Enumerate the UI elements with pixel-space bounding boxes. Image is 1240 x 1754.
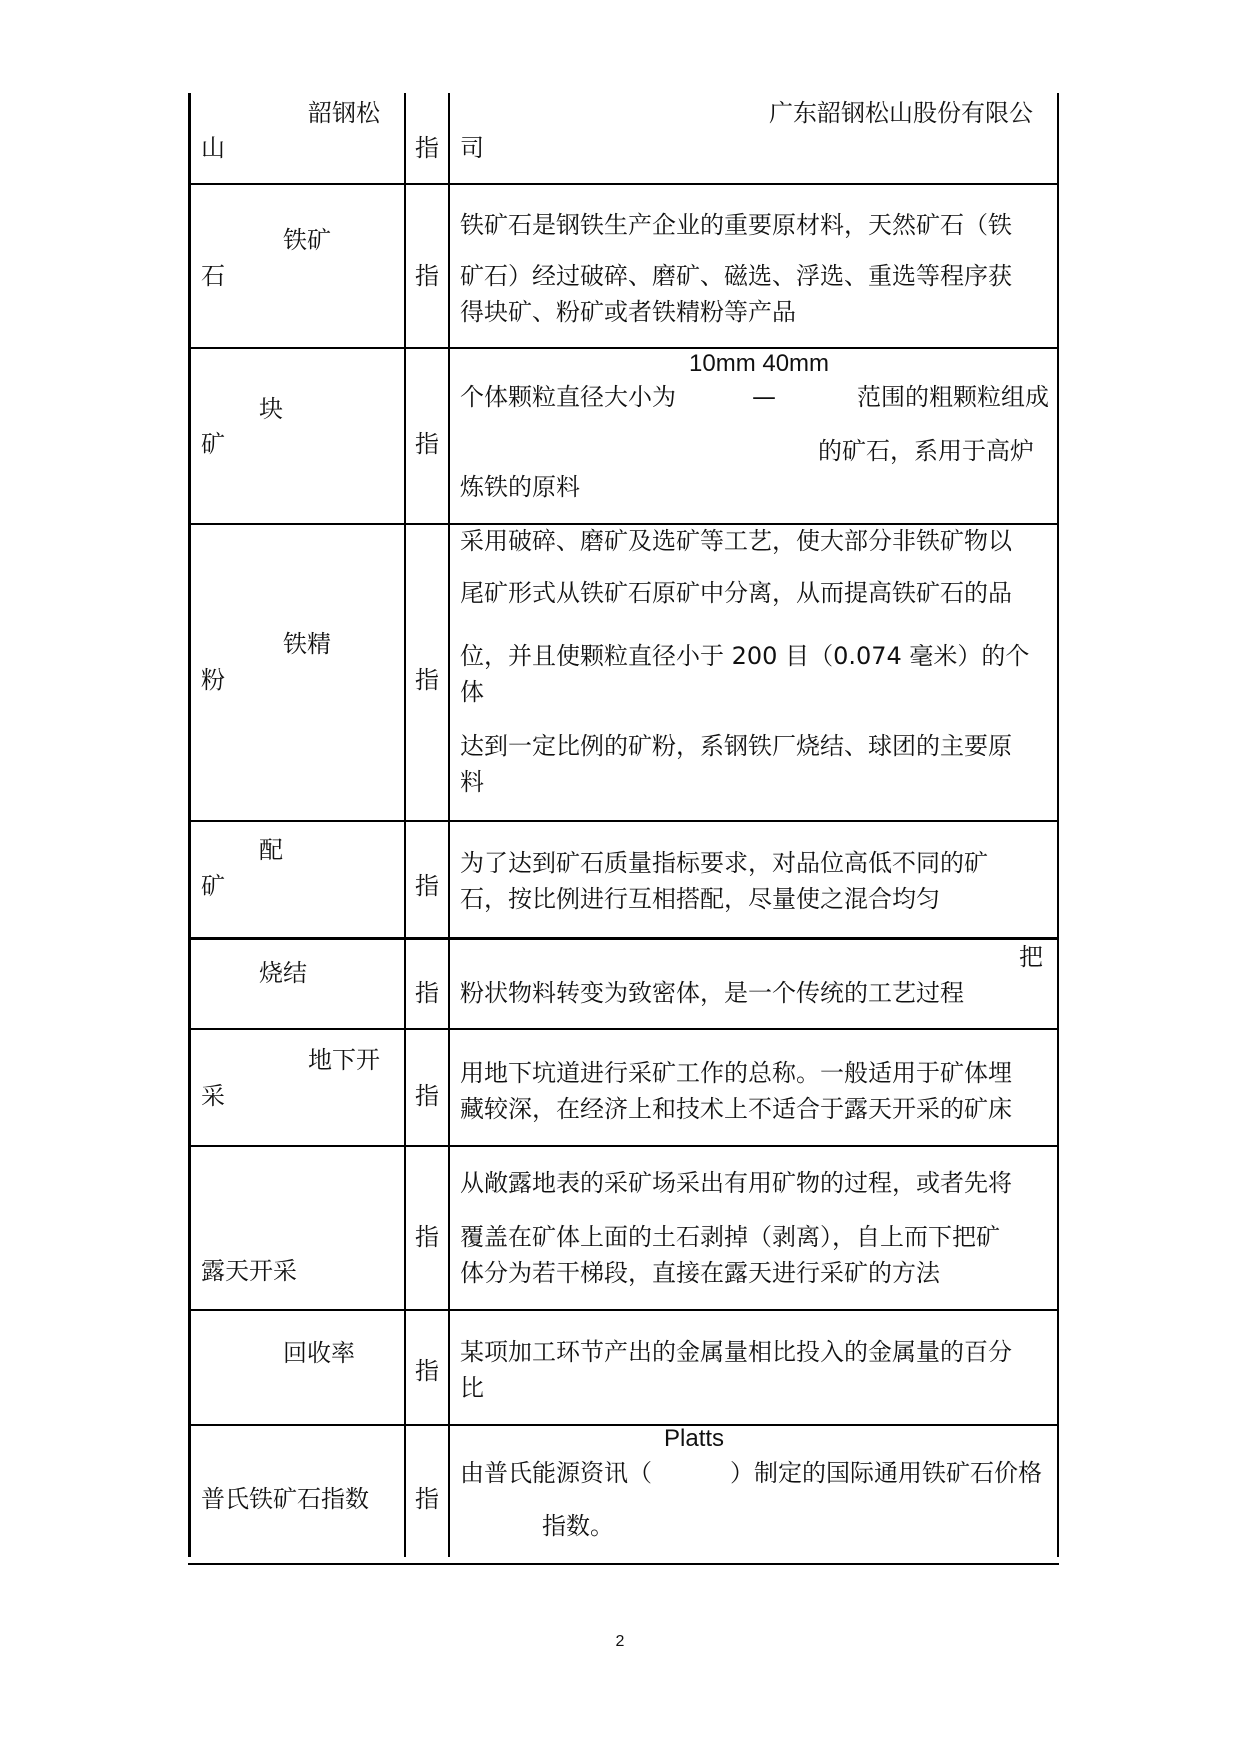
definition-text: 体分为若干梯段，直接在露天进行采矿的方法 — [460, 1259, 940, 1287]
definition-text: ）制定的国际通用铁矿石价格 — [730, 1459, 1042, 1487]
definition-text: 某项加工环节产出的金属量相比投入的金属量的百分 — [460, 1338, 1012, 1366]
definition-text: 得块矿、粉矿或者铁精粉等产品 — [460, 298, 796, 326]
row-divider — [188, 937, 1059, 940]
definition-text: 体 — [460, 678, 484, 706]
zhi-text: 指 — [415, 872, 439, 900]
row-divider — [188, 1424, 1059, 1426]
term-text: 块 — [259, 395, 283, 423]
zhi-text: 指 — [415, 1485, 439, 1513]
definition-text: 藏较深，在经济上和技术上不适合于露天开采的矿床 — [460, 1095, 1012, 1123]
term-text: 烧结 — [259, 959, 307, 987]
definition-text: 司 — [460, 134, 484, 162]
definition-text: 的矿石，系用于高炉 — [818, 437, 1034, 465]
definition-text: 范围的粗颗粒组成 — [857, 383, 1049, 411]
term-text: 回收率 — [283, 1339, 355, 1367]
definition-text: Platts — [664, 1425, 725, 1452]
table-border-left — [188, 93, 191, 1557]
definition-text: 个体颗粒直径大小为 — [460, 383, 676, 411]
zhi-text: 指 — [415, 979, 439, 1007]
page-number: 2 — [615, 1633, 625, 1650]
zhi-text: 指 — [415, 262, 439, 290]
definition-text: 为了达到矿石质量指标要求，对品位高低不同的矿 — [460, 849, 988, 877]
table-divider-term-zhi — [404, 93, 406, 1557]
term-text: 山 — [201, 134, 225, 162]
table-border-right — [1057, 93, 1059, 1557]
term-text: 配 — [259, 836, 283, 864]
row-divider — [188, 820, 1059, 822]
definition-text: 达到一定比例的矿粉，系钢铁厂烧结、球团的主要原 — [460, 732, 1012, 760]
term-text: 铁矿 — [283, 226, 331, 254]
definition-text: 尾矿形式从铁矿石原矿中分离，从而提高铁矿石的品 — [460, 579, 1012, 607]
term-text: 采 — [201, 1082, 225, 1110]
zhi-text: 指 — [415, 1223, 439, 1251]
definition-text: 把 — [1019, 943, 1043, 971]
zhi-text: 指 — [415, 666, 439, 694]
definition-text: 指数。 — [542, 1512, 614, 1540]
definition-text: 从敞露地表的采矿场采出有用矿物的过程，或者先将 — [460, 1169, 1012, 1197]
term-text: 铁精 — [283, 630, 331, 658]
zhi-text: 指 — [415, 1082, 439, 1110]
definition-text: 矿石）经过破碎、磨矿、磁选、浮选、重选等程序获 — [460, 262, 1012, 290]
row-divider — [188, 523, 1059, 525]
definition-text: 炼铁的原料 — [460, 473, 580, 501]
row-divider — [188, 1028, 1059, 1030]
definition-text: 采用破碎、磨矿及选矿等工艺，使大部分非铁矿物以 — [460, 527, 1012, 555]
term-text: 地下开 — [308, 1046, 380, 1074]
row-divider — [188, 1309, 1059, 1311]
term-text: 韶钢松 — [308, 99, 380, 127]
definition-text: — — [752, 383, 776, 411]
zhi-text: 指 — [415, 1357, 439, 1385]
definition-text: 粉状物料转变为致密体，是一个传统的工艺过程 — [460, 979, 964, 1007]
term-text: 矿 — [201, 872, 225, 900]
definition-text: 用地下坑道进行采矿工作的总称。一般适用于矿体埋 — [460, 1059, 1012, 1087]
definition-text: 铁矿石是钢铁生产企业的重要原材料，天然矿石（铁 — [460, 211, 1012, 239]
table-border-bottom — [188, 1563, 1059, 1565]
term-text: 露天开采 — [201, 1257, 297, 1285]
definition-text: 由普氏能源资讯（ — [460, 1459, 652, 1487]
definition-text: 覆盖在矿体上面的土石剥掉（剥离），自上而下把矿 — [460, 1223, 1000, 1251]
term-text: 矿 — [201, 430, 225, 458]
term-text: 粉 — [201, 666, 225, 694]
term-text: 石 — [201, 262, 225, 290]
zhi-text: 指 — [415, 430, 439, 458]
row-divider — [188, 1145, 1059, 1147]
definition-text: 石，按比例进行互相搭配，尽量使之混合均匀 — [460, 885, 940, 913]
definition-text: 位，并且使颗粒直径小于 200 目（0.074 毫米）的个 — [460, 642, 1030, 670]
row-divider — [188, 183, 1059, 185]
row-divider — [188, 347, 1059, 349]
definition-text: 广东韶钢松山股份有限公 — [769, 99, 1033, 127]
definition-text: 料 — [460, 768, 484, 796]
definition-text: 10mm 40mm — [689, 350, 830, 377]
zhi-text: 指 — [415, 134, 439, 162]
definition-text: 比 — [460, 1374, 484, 1402]
term-text: 普氏铁矿石指数 — [201, 1485, 369, 1513]
table-divider-zhi-def — [448, 93, 450, 1557]
